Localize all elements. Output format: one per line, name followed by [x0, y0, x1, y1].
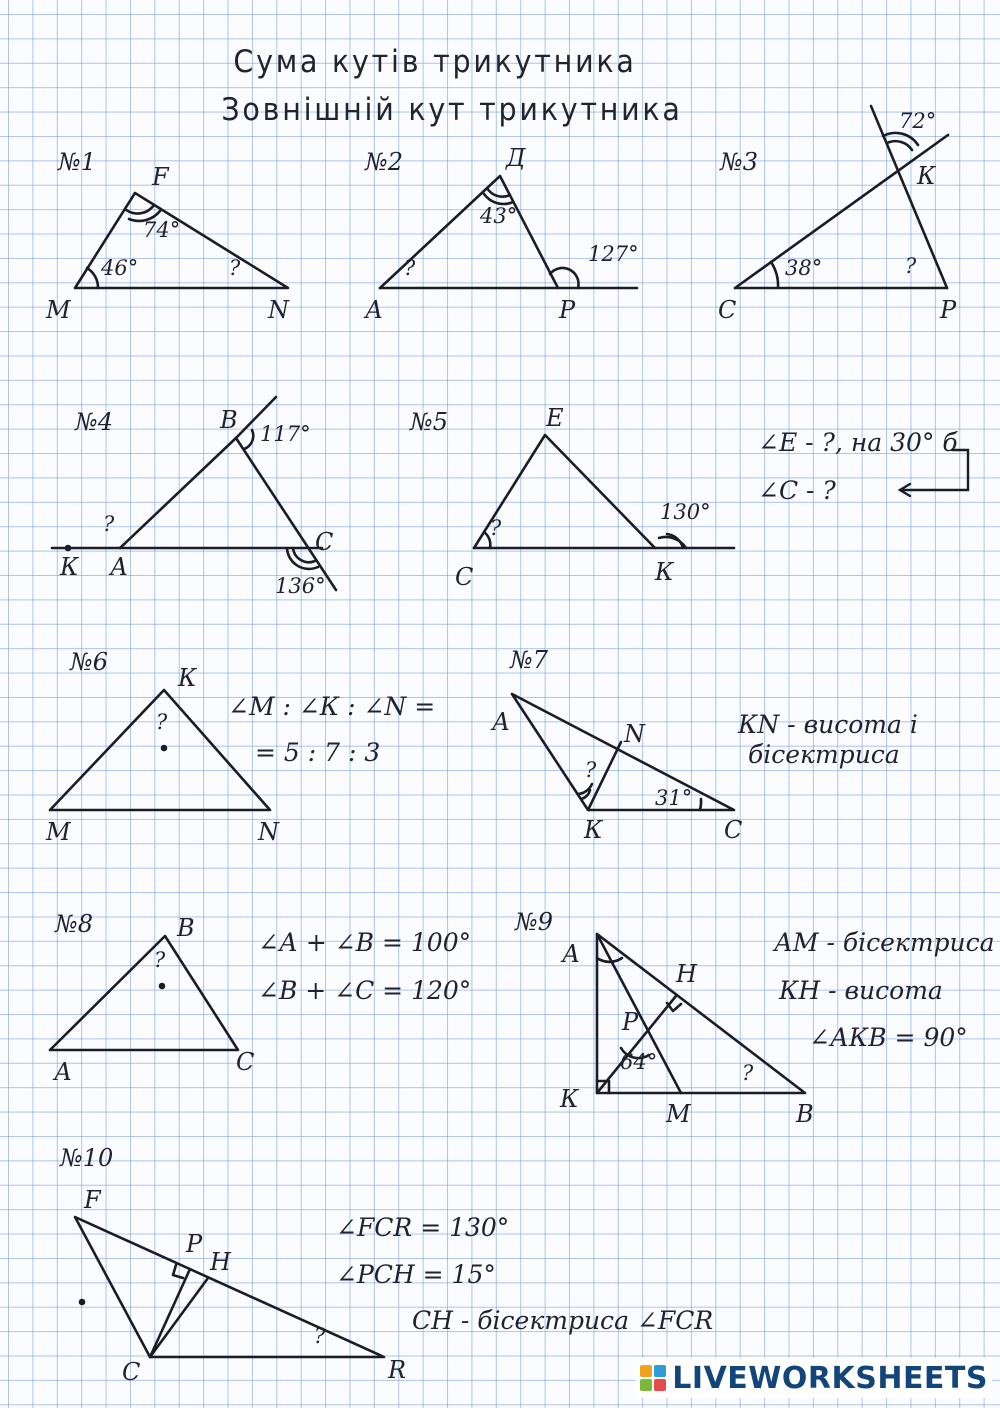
p2-angle-d: 43°	[480, 204, 518, 228]
title-line-1: Сума кутів трикутника	[233, 44, 637, 80]
p2-vertex-p: Р	[559, 296, 576, 324]
p4-vertex-k: К	[60, 553, 79, 581]
p3-vertex-p: Р	[940, 296, 957, 324]
p4-vertex-a: А	[110, 553, 129, 581]
problem-10-number: №10	[60, 1144, 114, 1172]
brand-text: LIVEWORKSHEETS	[672, 1360, 988, 1396]
p4-vertex-c: С	[315, 528, 334, 556]
p7-vertex-a: А	[492, 708, 511, 736]
figure-2-triangle-adp	[380, 176, 637, 288]
p8-note-2: ∠В + ∠С = 120°	[258, 976, 472, 1005]
p10-vertex-h: Н	[210, 1248, 231, 1276]
p5-note-1: ∠Е - ?, на 30° б	[758, 428, 958, 457]
problem-4-number: №4	[75, 408, 113, 436]
title-line-2: Зовнішній кут трикутника	[221, 92, 683, 128]
p7-vertex-c: С	[724, 816, 743, 844]
p9-note-2: КН - висота	[779, 976, 943, 1005]
p6-vertex-k: К	[178, 664, 197, 692]
p6-vertex-n: N	[258, 818, 279, 846]
p9-angle-p: 64°	[620, 1050, 658, 1074]
p7-note-1: КN - висота і	[738, 710, 918, 739]
p10-vertex-f: F	[84, 1186, 101, 1214]
p5-vertex-e: Е	[546, 404, 564, 432]
p10-vertex-c: С	[122, 1358, 141, 1386]
p9-note-3: ∠АКВ = 90°	[809, 1023, 968, 1052]
problem-7-number: №7	[510, 646, 548, 674]
p9-vertex-k: К	[560, 1085, 579, 1113]
p2-angle-unknown: ?	[404, 256, 416, 280]
p2-angle-ext: 127°	[588, 242, 639, 266]
p5-note-2: ∠С - ?	[758, 476, 836, 505]
p4-angle-unknown: ?	[103, 512, 115, 536]
p7-vertex-n: N	[624, 720, 645, 748]
p5-angle-unknown: ?	[490, 516, 502, 540]
p5-angle-k: 130°	[660, 500, 711, 524]
p3-angle-c: 38°	[785, 256, 823, 280]
p10-vertex-p: Р	[186, 1230, 203, 1258]
p9-vertex-b: В	[796, 1100, 814, 1128]
p9-angle-unknown: ?	[742, 1061, 754, 1085]
p1-angle-f: 74°	[143, 218, 181, 242]
p6-note-2: = 5 : 7 : 3	[255, 738, 381, 767]
p8-angle-unknown: ?	[154, 948, 166, 972]
p4-angle-c: 136°	[275, 574, 326, 598]
p10-note-2: ∠PCH = 15°	[336, 1260, 496, 1289]
problem-9-number: №9	[515, 908, 553, 936]
p1-vertex-m: М	[46, 296, 71, 324]
p8-note-1: ∠А + ∠В = 100°	[258, 928, 472, 957]
p9-vertex-m: М	[666, 1100, 691, 1128]
p1-vertex-n: N	[268, 296, 289, 324]
p2-vertex-a: А	[365, 296, 384, 324]
p2-vertex-d: Д	[506, 144, 526, 172]
p4-angle-b: 117°	[260, 422, 311, 446]
p5-vertex-c: С	[455, 563, 474, 591]
p1-vertex-f: F	[152, 163, 169, 191]
p1-angle-unknown: ?	[229, 256, 241, 280]
p1-angle-m: 46°	[101, 256, 139, 280]
p10-vertex-r: R	[388, 1356, 407, 1384]
problem-5-number: №5	[410, 408, 448, 436]
p6-angle-unknown: ?	[156, 710, 168, 734]
figure-7-triangle-akc	[512, 694, 734, 810]
p7-vertex-k: К	[584, 816, 603, 844]
p8-vertex-b: В	[177, 914, 195, 942]
p3-angle-unknown: ?	[905, 254, 917, 278]
liveworksheets-brand	[636, 1358, 992, 1398]
p7-angle-c: 31°	[655, 786, 693, 810]
problem-2-number: №2	[365, 148, 403, 176]
p3-angle-k: 72°	[899, 109, 937, 133]
p9-vertex-p: Р	[622, 1008, 639, 1036]
p9-note-1: АМ - бісектриса	[774, 928, 995, 957]
problem-8-number: №8	[55, 910, 93, 938]
p9-vertex-h: Н	[676, 960, 697, 988]
figure-8-triangle-abc	[50, 936, 238, 1050]
p9-vertex-a: А	[562, 940, 581, 968]
p3-vertex-c: С	[718, 296, 737, 324]
p6-vertex-m: М	[46, 818, 71, 846]
p5-arrow-icon	[890, 440, 980, 500]
problem-6-number: №6	[70, 648, 108, 676]
p5-vertex-k: К	[655, 558, 674, 586]
p4-vertex-b: В	[220, 406, 238, 434]
p7-note-2: бісектриса	[748, 740, 900, 769]
liveworksheets-logo-icon	[640, 1365, 666, 1391]
figure-5-triangle-eck	[474, 435, 734, 548]
p10-angle-unknown: ?	[314, 1324, 326, 1348]
p6-note-1: ∠М : ∠К : ∠N =	[228, 692, 436, 721]
p3-vertex-k: К	[917, 162, 936, 190]
problem-3-number: №3	[720, 148, 758, 176]
p7-angle-unknown: ?	[585, 758, 597, 782]
p10-note-1: ∠FCR = 130°	[336, 1213, 510, 1242]
p8-vertex-c: С	[236, 1048, 255, 1076]
problem-1-number: №1	[58, 148, 96, 176]
p10-note-3: СН - бісектриса ∠FCR	[412, 1306, 714, 1335]
p8-vertex-a: А	[54, 1058, 73, 1086]
